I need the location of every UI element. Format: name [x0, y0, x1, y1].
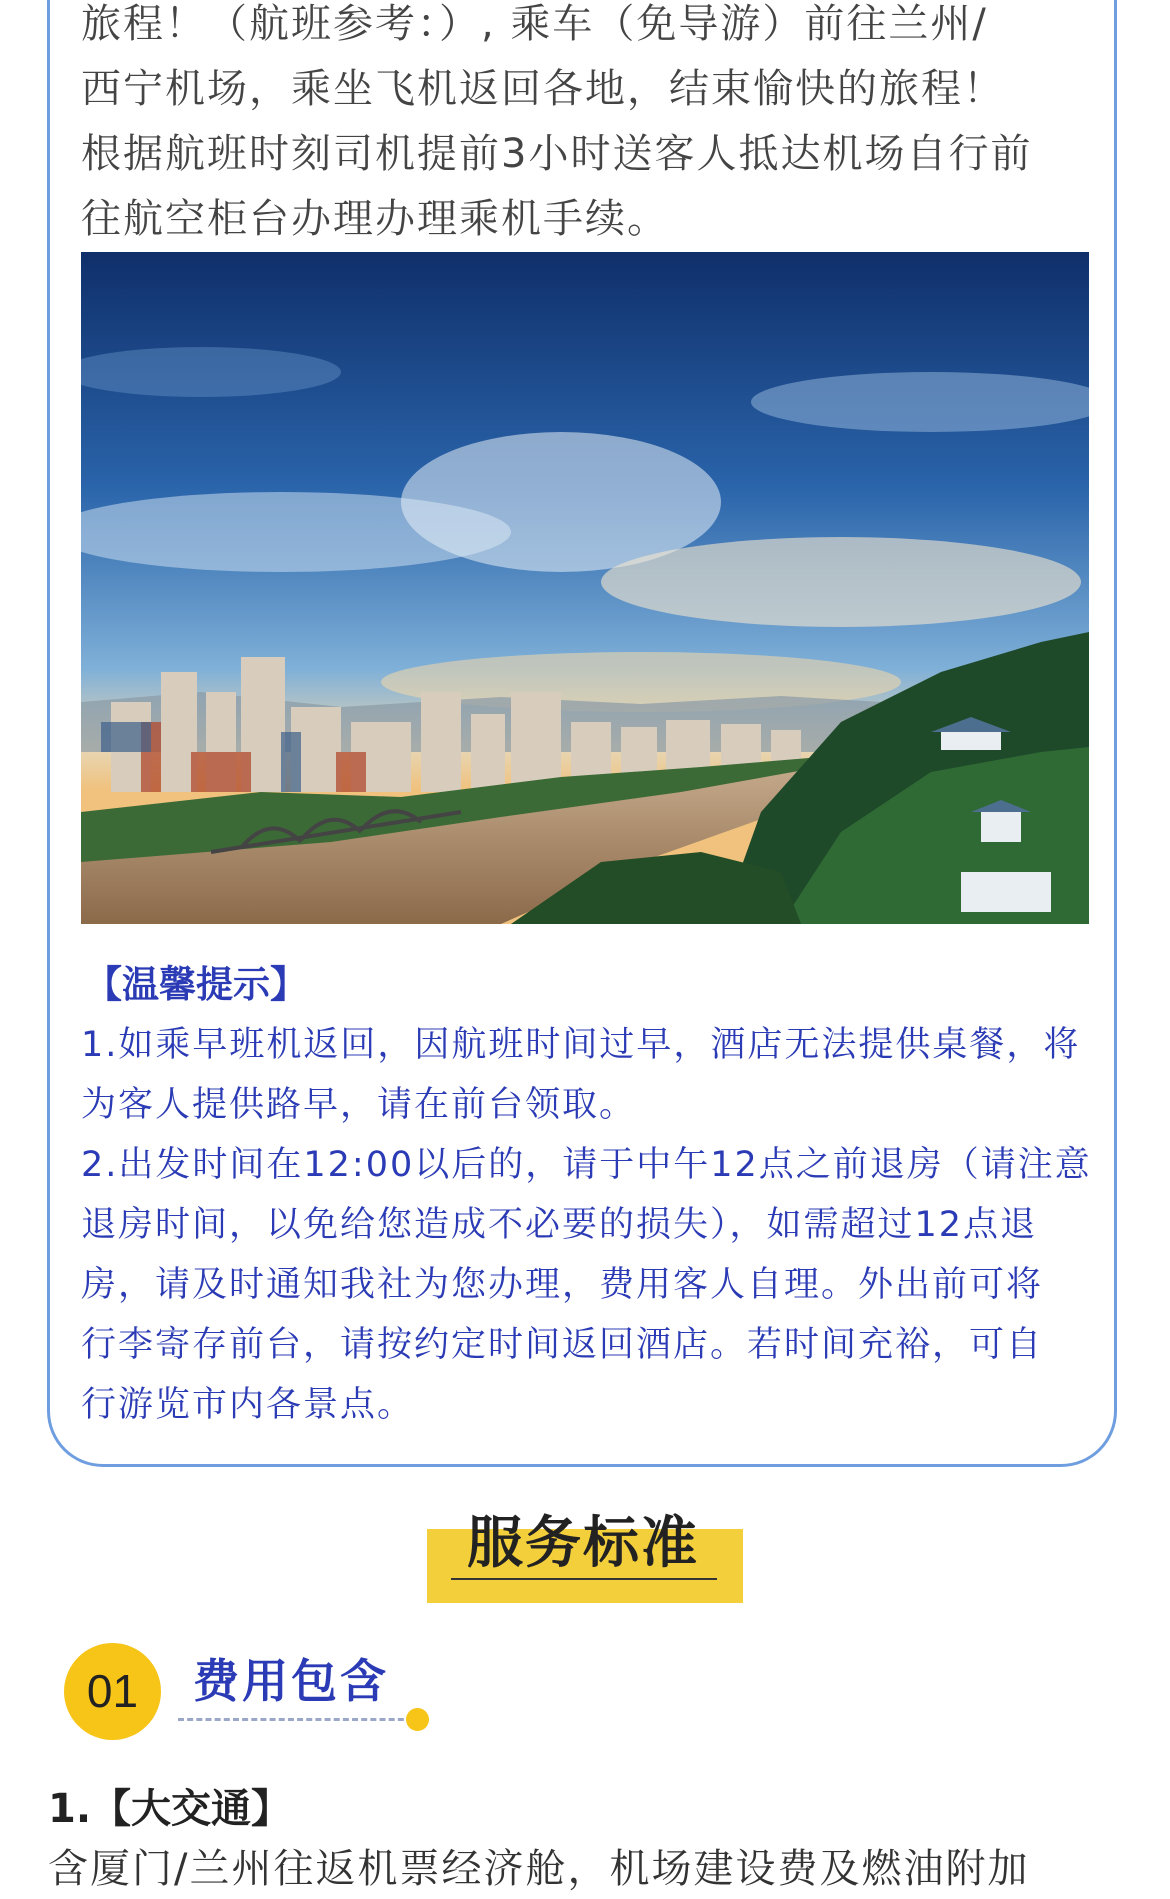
section-header: [427, 1505, 743, 1603]
tips-line: 退房时间，以免给您造成不必要的损失），如需超过12点退: [81, 1205, 1038, 1245]
tips-line: 房，请及时通知我社为您办理，费用客人自理。外出前可将: [81, 1265, 1044, 1305]
intro-line: 往航空柜台办理办理乘机手续。: [81, 196, 669, 242]
section-title-underline: [451, 1578, 717, 1580]
city-river-photo: [81, 252, 1089, 924]
tips-line: 2.出发时间在12:00以后的，请于中午12点之前退房（请注意: [81, 1145, 1092, 1185]
tips-line: 1.如乘早班机返回，因航班时间过早，酒店无法提供桌餐，将: [81, 1025, 1081, 1065]
tips-line: 行李寄存前台，请按约定时间返回酒店。若时间充裕，可自: [81, 1325, 1044, 1365]
tips-line: 行游览市内各景点。: [81, 1385, 415, 1425]
tips-title: 【温馨提示】: [85, 963, 307, 1006]
intro-line: 根据航班时刻司机提前3小时送客人抵达机场自行前: [81, 131, 1033, 177]
item-title: 1.【大交通】: [48, 1786, 292, 1832]
intro-line: 西宁机场，乘坐飞机返回各地，结束愉快的旅程！: [81, 66, 1005, 112]
dashed-divider: [178, 1718, 413, 1721]
tips-line: 为客人提供路早，请在前台领取。: [81, 1085, 637, 1125]
divider-dot: [406, 1708, 429, 1731]
section-number-badge: 01: [64, 1643, 161, 1740]
item-body: 含厦门/兰州往返机票经济舱，机场建设费及燃油附加: [48, 1846, 1030, 1892]
subsection-title: 费用包含: [193, 1654, 389, 1708]
tips-box: [81, 955, 1091, 1435]
section-title: 服务标准: [467, 1511, 699, 1576]
intro-text: [81, 0, 1091, 252]
intro-line: 旅程！（航班参考：）, 乘车（免导游）前往兰州/: [81, 1, 988, 47]
tips-body: [81, 1015, 1091, 1435]
